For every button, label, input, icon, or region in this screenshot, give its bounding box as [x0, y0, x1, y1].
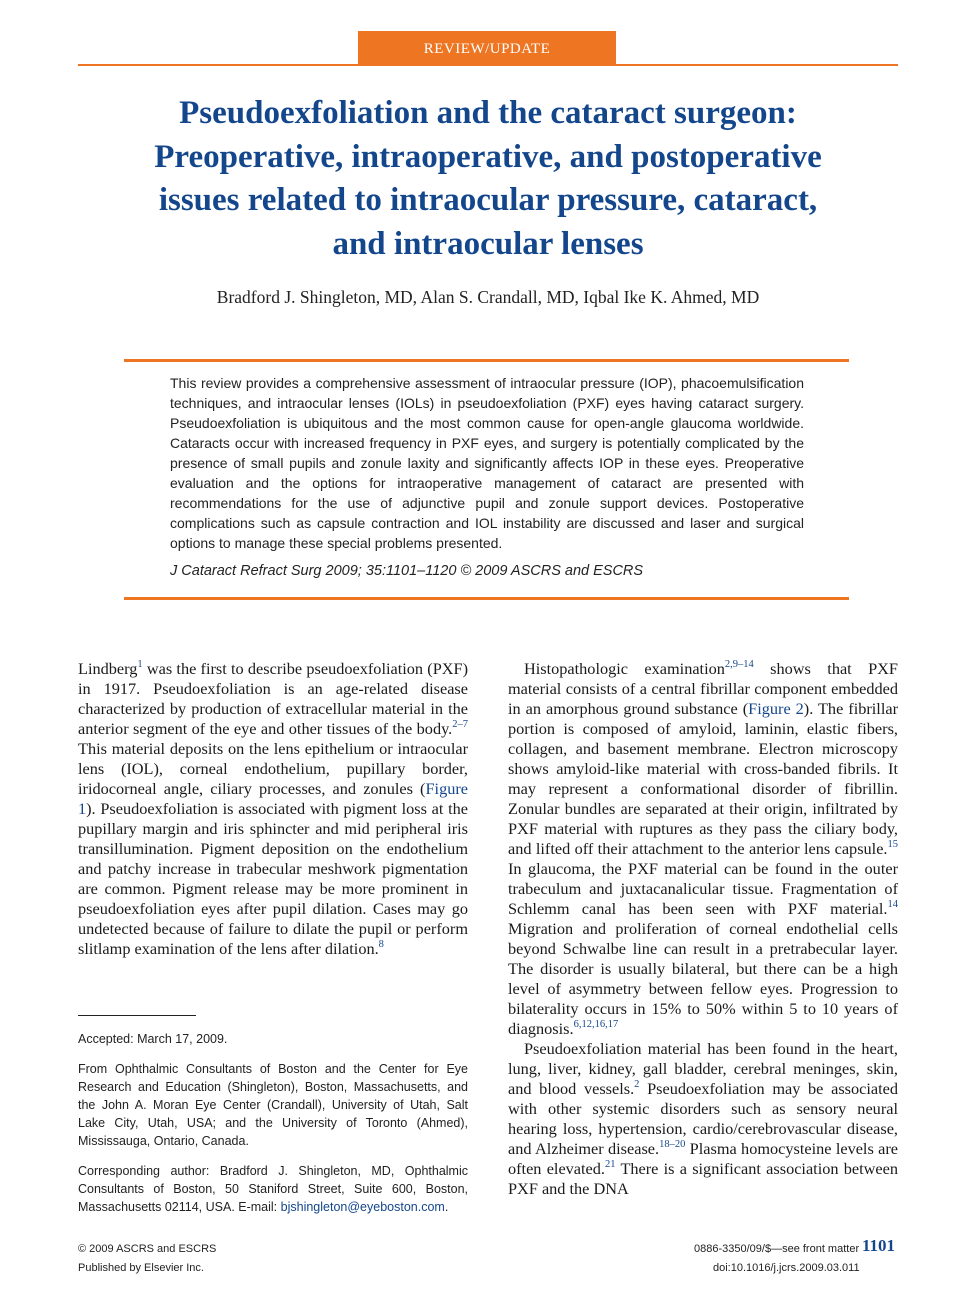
footer-publisher: Published by Elsevier Inc. — [78, 1262, 204, 1274]
reference-citation[interactable]: 6,12,16,17 — [573, 1018, 619, 1030]
section-label: REVIEW/UPDATE — [358, 31, 616, 66]
body-column-right — [508, 659, 898, 1199]
page-number: 1101 — [862, 1236, 896, 1255]
footnote-rule — [78, 1015, 196, 1016]
reference-citation[interactable]: 1 — [137, 658, 143, 670]
reference-citation[interactable]: 15 — [887, 838, 898, 850]
article-title — [78, 92, 898, 266]
body-paragraph: Lindberg$^1$ was the first to describe pseudoexfoliation (PXF) in 1917. Pseudoexfoliation is an age-related disease characterized by production of extracellular material in the anterior segment of the eye and other tissues of the body.$^{2-7}$ This material deposits on the lens epithelium or intraocular lens (IOL), corneal endothelium, pupillary border, iridocorneal angle, ciliary processes, and zonules (Figure 1). Pseudoexfoliation is associated with pigment loss at the pupillary margin and iris sphincter and mid peripheral iris transillumination. Pigment deposition on the endothelium and patchy increase in trabecular meshwork pigmentation are common. Pigment release may be more prominent in pseudoexfoliation eyes after pupil dilation. Cases may go undetected because of failure to dilate the pupil or perform slitlamp examination of the lens after dilation.$^8$ — [78, 658, 468, 958]
abstract-bottom-rule — [124, 597, 849, 600]
figure-link[interactable]: Figure 1 — [78, 779, 468, 818]
title-line: issues related to intraocular pressure, cataract, — [158, 182, 818, 218]
reference-citation[interactable]: 2,9–14 — [724, 658, 754, 670]
figure-link[interactable]: Figure 2 — [748, 699, 804, 718]
reference-citation[interactable]: 18–20 — [659, 1138, 686, 1150]
reference-citation[interactable]: 2 — [634, 1078, 640, 1090]
footer-issn: 0886-3350/09/$—see front matter — [694, 1243, 860, 1255]
title-line: Preoperative, intraoperative, and postoperative — [154, 138, 822, 175]
body-column-left — [78, 659, 468, 959]
reference-citation[interactable]: 8 — [378, 938, 384, 950]
title-line: Pseudoexfoliation and the cataract surgeon: — [179, 95, 797, 131]
footer-doi: doi:10.1016/j.jcrs.2009.03.011 — [713, 1262, 860, 1274]
reference-citation[interactable]: 14 — [887, 898, 898, 910]
journal-citation: J Cataract Refract Surg 2009; 35:1101–1120 © 2009 ASCRS and ESCRS — [170, 563, 644, 579]
footer-copyright: © 2009 ASCRS and ESCRS — [78, 1243, 217, 1255]
accepted-date: Accepted: March 17, 2009. — [78, 1032, 228, 1046]
corresponding-text: Corresponding author: Bradford J. Shingleton, MD, Ophthalmic Consultants of Boston, 50 Staniford Street, Suite 600, Boston, Massachusetts 02114, USA. E-mail: — [78, 1164, 468, 1214]
abstract-text: This review provides a comprehensive assessment of intraocular pressure (IOP), phacoemulsification techniques, and intraocular lenses (IOLs) in pseudoexfoliation (PXF) eyes having cataract surgery. Pseudoexfoliation is ubiquitous and the most common cause for open-angle glaucoma worldwide. Cataracts occur with increased frequency in PXF eyes, and surgery is potentially complicated by the presence of small pupils and zonule laxity and significantly affects IOP in these eyes. Preoperative evaluation and the options for intraoperative management of cataract are presented with recommendations for the use of adjunctive pupil and zonule support devices. Postoperative complications such as capsule contraction and IOL instability are discussed and laser and surgical options to manage these special problems presented. — [170, 375, 804, 551]
author-list: Bradford J. Shingleton, MD, Alan S. Crandall, MD, Iqbal Ike K. Ahmed, MD — [216, 287, 760, 307]
reference-citation[interactable]: 2–7 — [452, 718, 468, 730]
email-link[interactable]: bjshingleton@eyeboston.com — [280, 1200, 445, 1214]
title-line: and intraocular lenses — [332, 225, 644, 262]
abstract-top-rule — [124, 359, 849, 362]
reference-citation[interactable]: 21 — [605, 1158, 616, 1170]
corresponding-author-note — [78, 1162, 468, 1216]
body-paragraph: Pseudoexfoliation material has been found in the heart, lung, liver, kidney, gall bladder, cerebral meninges, skin, and blood vessels.$^2$ Pseudoexfoliation may be associated with other systemic disorders such as sensory neural hearing loss, hypertension, cardio/cerebrovascular disease, and Alzheimer disease.$^{18-20}$ Plasma homocysteine levels are often elevated.$^{21}$ There is a significant association between PXF and the DNA — [508, 1039, 899, 1198]
affiliation-note: From Ophthalmic Consultants of Boston and the Center for Eye Research and Education (Shingleton), Boston, Massachusetts, and the John A. Moran Eye Center (Crandall), University of Utah, Salt Lake City, Utah, USA; and the University of Toronto (Ahmed), Mississauga, Ontario, Canada. — [78, 1062, 468, 1148]
corresponding-end: . — [444, 1200, 449, 1214]
body-paragraph: Histopathologic examination$^{2,9-14}$ shows that PXF material consists of a central fibrillar component embedded in an amorphous ground substance (Figure 2). The fibrillar portion is composed of amyloid, laminin, elastic fibers, collagen, and basement membrane. Electron microscopy shows amyloid-like material with cross-banded fibrils. It may represent a conformational disorder of fibrillin. Zonular bundles are separated at their origin, infiltrated by PXF material with ruptures as they pass the ciliary body, and lifted off their attachment to the anterior lens capsule.$^{15}$ In glaucoma, the PXF material can be found in the outer trabeculum and juxtacanalicular tissue. Fragmentation of Schlemm canal has been seen with PXF material.$^{14}$ Migration and proliferation of corneal endothelial cells beyond Schwalbe line can result in a pretrabecular layer. The disorder is usually bilateral, but there can be a high level of asymmetry between fellow eyes. Progression to bilaterality occurs in 15% to 50% within 5 to 10 years of diagnosis.$^{6,12,16,17}$ — [508, 658, 899, 1038]
